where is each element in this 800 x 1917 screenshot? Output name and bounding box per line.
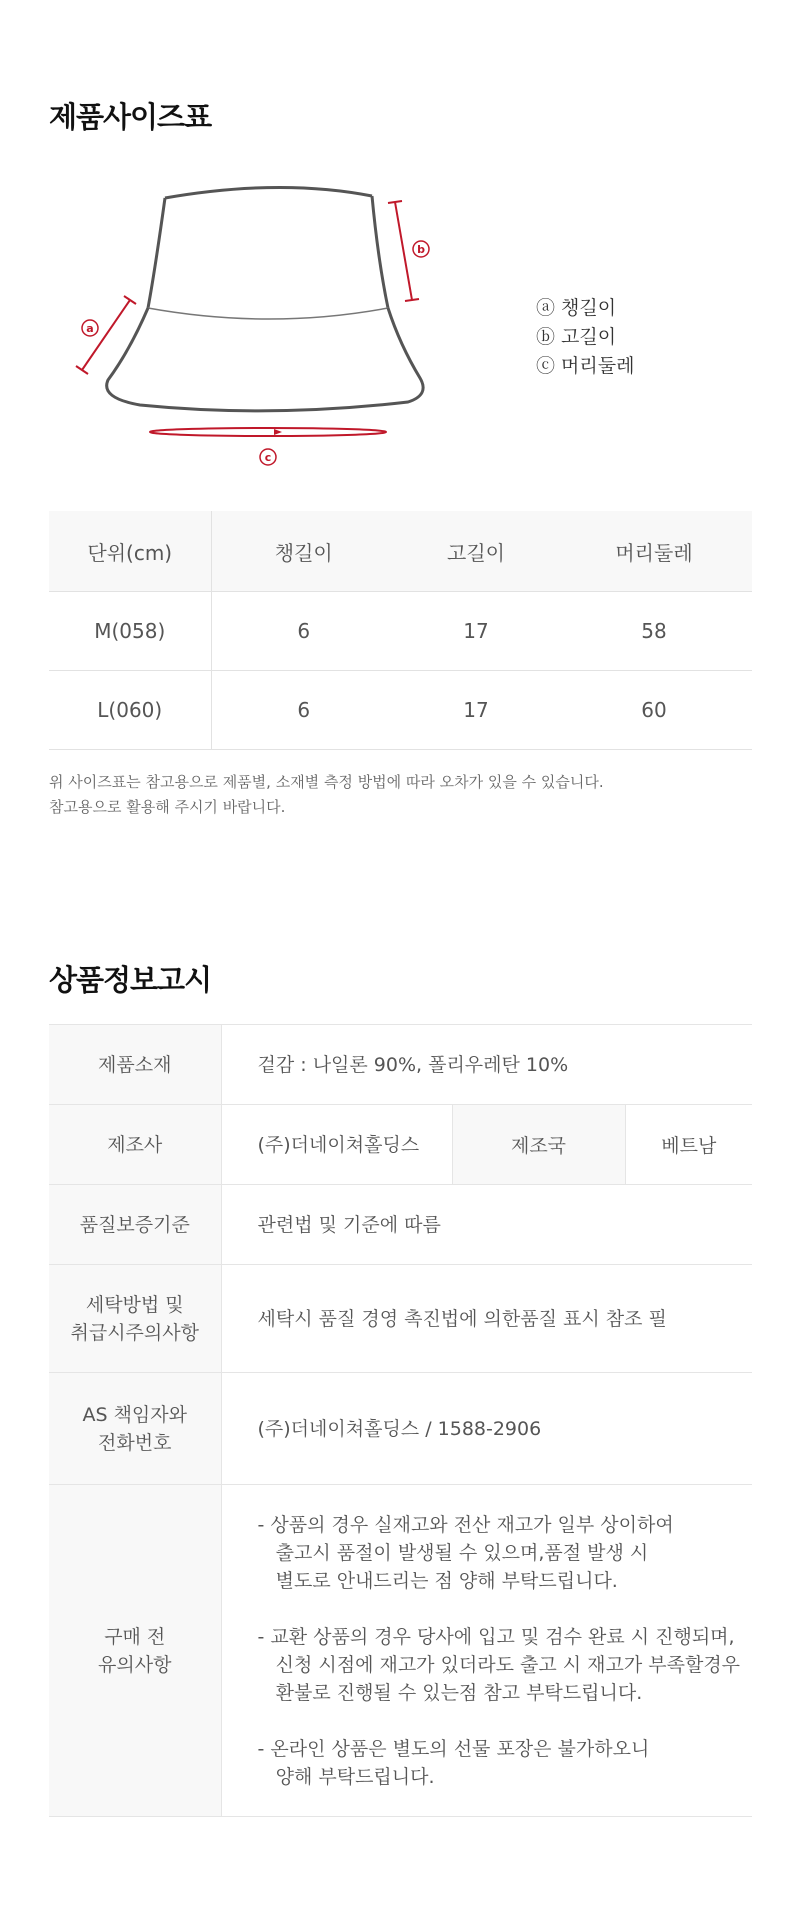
- svg-text:b: b: [417, 243, 425, 256]
- info-row-manufacturer: [49, 1105, 752, 1185]
- header-unit: 단위(cm): [49, 511, 211, 592]
- country-label: 제조국: [452, 1105, 625, 1185]
- washing-label-line: 세탁방법 및: [85, 1293, 184, 1316]
- notice-line: - 상품의 경우 실재고와 전산 재고가 일부 상이하여: [257, 1513, 674, 1536]
- purchase-label-line: 구매 전: [104, 1625, 166, 1648]
- washing-value: 세탁시 품질 경영 촉진법에 의한품질 표시 참조 필: [221, 1265, 752, 1373]
- head-value: 58: [556, 592, 752, 671]
- mark-c-icon: [260, 449, 276, 465]
- notice-line: - 교환 상품의 경우 당사에 입고 및 검수 완료 시 진행되며,: [257, 1625, 735, 1648]
- brim-value: 6: [211, 592, 396, 671]
- size-table: [49, 511, 752, 750]
- as-label-line: AS 책임자와: [82, 1403, 187, 1426]
- size-table-header-row: [49, 511, 752, 592]
- table-row: [49, 592, 752, 671]
- hat-band-line: [148, 308, 388, 319]
- svg-text:c: c: [264, 451, 272, 464]
- as-label: [49, 1373, 221, 1485]
- manufacturer-label: 제조사: [49, 1105, 221, 1185]
- head-circumference-indicator: [150, 428, 386, 436]
- size-label: L(060): [49, 671, 211, 750]
- notice-spacer: [258, 1595, 753, 1623]
- head-value: 60: [556, 671, 752, 750]
- hat-crown-top: [165, 187, 372, 198]
- material-label: 제품소재: [49, 1025, 221, 1105]
- purchase-label-line: 유의사항: [98, 1653, 172, 1676]
- info-row-quality: [49, 1185, 752, 1265]
- bucket-hat-diagram: [60, 170, 460, 480]
- quality-value: 관련법 및 기준에 따름: [221, 1185, 752, 1265]
- legend-brim-length: ⓐ 챙길이: [536, 297, 617, 319]
- notice-spacer: [258, 1707, 753, 1735]
- svg-text:a: a: [86, 322, 94, 335]
- manufacturer-value: (주)더네이쳐홀딩스: [221, 1105, 452, 1185]
- product-info-table: [49, 1024, 752, 1817]
- legend-crown-height: ⓑ 고길이: [536, 326, 617, 348]
- size-section-title: 제품사이즈표: [49, 100, 212, 134]
- notice-line: 환불로 진행될 수 있는점 참고 부탁드립니다.: [257, 1681, 643, 1704]
- header-crown: 고길이: [396, 511, 556, 592]
- country-value: 베트남: [625, 1105, 752, 1185]
- header-head: 머리둘레: [556, 511, 752, 592]
- crown-height-indicator: [388, 201, 419, 301]
- brim-value: 6: [211, 671, 396, 750]
- diagram-legend: [536, 294, 634, 381]
- hat-brim: [107, 308, 423, 411]
- notice-line: 양해 부탁드립니다.: [257, 1765, 435, 1788]
- as-label-line: 전화번호: [98, 1431, 172, 1454]
- info-row-purchase: [49, 1485, 752, 1817]
- as-value: (주)더네이쳐홀딩스 / 1588-2906: [221, 1373, 752, 1485]
- crown-value: 17: [396, 671, 556, 750]
- size-note-line: 위 사이즈표는 참고용으로 제품별, 소재별 측정 방법에 따라 오차가 있을 수 있습니다.: [49, 773, 604, 791]
- notice-line: 신청 시점에 재고가 있더라도 출고 시 재고가 부족할경우: [257, 1653, 741, 1676]
- size-note: [49, 770, 604, 820]
- legend-head-circumference: ⓒ 머리둘레: [536, 355, 635, 377]
- header-brim: 챙길이: [211, 511, 396, 592]
- notice-line: - 온라인 상품은 별도의 선물 포장은 불가하오니: [257, 1737, 650, 1760]
- material-value: 겉감 : 나일론 90%, 폴리우레탄 10%: [221, 1025, 752, 1105]
- size-note-line: 참고용으로 활용해 주시기 바랍니다.: [49, 798, 286, 816]
- info-row-as: [49, 1373, 752, 1485]
- washing-label-line: 취급시주의사항: [70, 1321, 199, 1344]
- info-section-title: 상품정보고시: [49, 963, 212, 997]
- mark-a-icon: [82, 320, 98, 336]
- quality-label: 품질보증기준: [49, 1185, 221, 1265]
- notice-line: 별도로 안내드리는 점 양해 부탁드립니다.: [257, 1569, 618, 1592]
- size-label: M(058): [49, 592, 211, 671]
- washing-label: [49, 1265, 221, 1373]
- notice-line: 출고시 품절이 발생될 수 있으며,품절 발생 시: [257, 1541, 649, 1564]
- info-row-material: [49, 1025, 752, 1105]
- hat-crown-left: [148, 198, 165, 308]
- purchase-notice: [221, 1485, 752, 1817]
- mark-b-icon: [413, 241, 429, 257]
- purchase-label: [49, 1485, 221, 1817]
- table-row: [49, 671, 752, 750]
- info-row-washing: [49, 1265, 752, 1373]
- hat-crown-right: [372, 196, 388, 308]
- crown-value: 17: [396, 592, 556, 671]
